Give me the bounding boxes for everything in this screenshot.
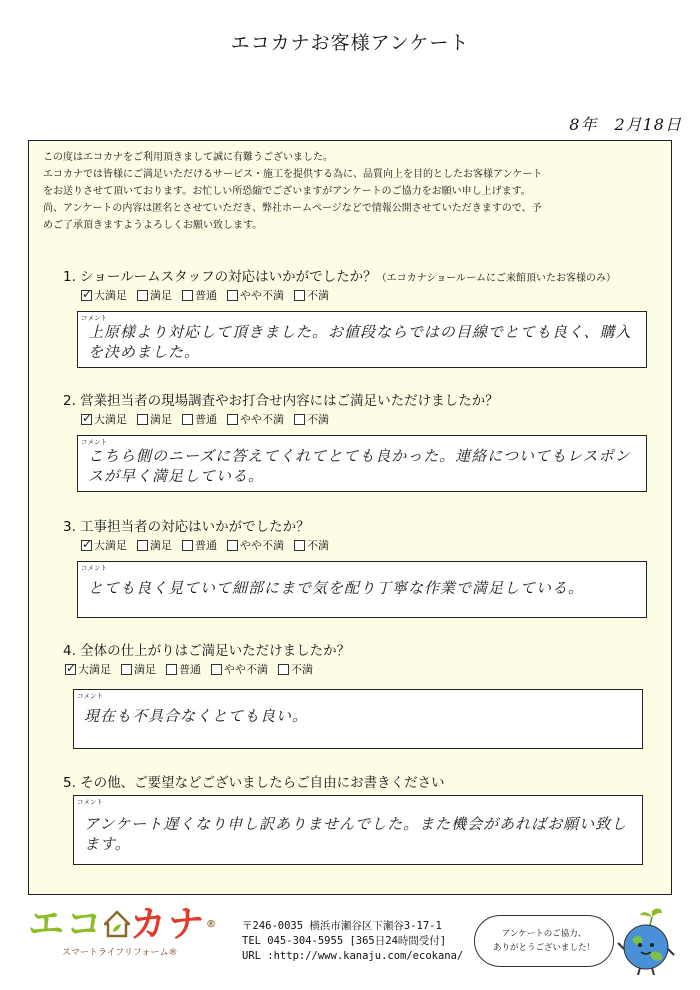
- question-text: 5. その他、ご要望などございましたらご自由にお書きください: [63, 775, 445, 791]
- checkbox[interactable]: [137, 414, 148, 425]
- question-title: [63, 389, 499, 409]
- question-note: （エコカナショールームにご来館頂いたお客様のみ）: [376, 273, 617, 284]
- house-icon: [104, 910, 130, 938]
- option-somewhat-dissatisfied[interactable]: [227, 287, 284, 303]
- comment-box[interactable]: [73, 795, 643, 865]
- comment-box[interactable]: [73, 689, 643, 749]
- checkbox[interactable]: [278, 664, 289, 675]
- intro-line: をお送りさせて頂いております。お忙しい所恐縮でございますがアンケートのご協力をお願い申し上げます。: [43, 186, 531, 197]
- option-label: 不満: [307, 539, 329, 552]
- survey-form: [28, 140, 672, 895]
- registered-mark: ®: [206, 919, 219, 930]
- option-very-satisfied[interactable]: [65, 661, 111, 677]
- question-title: [63, 771, 445, 791]
- checkbox-checked[interactable]: [81, 414, 92, 425]
- handwritten-date: 8年 2月18日: [569, 115, 682, 134]
- thanks-bubble: [474, 909, 674, 979]
- option-label: 普通: [195, 289, 217, 302]
- checkbox[interactable]: [137, 290, 148, 301]
- footer: [0, 905, 700, 990]
- checkbox[interactable]: [211, 664, 222, 675]
- option-label: 満足: [134, 663, 156, 676]
- question-title: [63, 639, 350, 659]
- option-dissatisfied[interactable]: [294, 287, 329, 303]
- option-label: やや不満: [240, 539, 284, 552]
- checkbox-checked[interactable]: [81, 290, 92, 301]
- option-label: 満足: [150, 413, 172, 426]
- checkbox[interactable]: [227, 290, 238, 301]
- intro-line: 尚、アンケートの内容は匿名とさせていただき、弊社ホームページなどで情報公開させていただきますので、予: [43, 203, 542, 214]
- option-very-satisfied[interactable]: [81, 287, 127, 303]
- checkbox[interactable]: [294, 414, 305, 425]
- question-5: [29, 771, 671, 893]
- address-line: 〒246-0035 横浜市瀬谷区下瀬谷3-17-1: [242, 920, 442, 932]
- option-label: 大満足: [94, 289, 127, 302]
- handwritten-comment: アンケート遅くなり申し訳ありませんでした。また機会があればお願い致します。: [84, 815, 628, 853]
- option-satisfied[interactable]: [137, 287, 172, 303]
- option-label: 満足: [150, 539, 172, 552]
- option-satisfied[interactable]: [121, 661, 156, 677]
- option-neutral[interactable]: [182, 411, 217, 427]
- option-label: やや不満: [240, 413, 284, 426]
- handwritten-comment: こちら側のニーズに答えてくれてとても良かった。連絡についてもレスポンスが早く満足している。: [88, 447, 631, 485]
- option-label: 大満足: [94, 539, 127, 552]
- comment-box[interactable]: [77, 311, 647, 368]
- option-very-satisfied[interactable]: [81, 411, 127, 427]
- question-title: [63, 265, 616, 285]
- option-label: 満足: [150, 289, 172, 302]
- comment-label: コメント: [77, 692, 103, 700]
- option-label: 大満足: [94, 413, 127, 426]
- checkbox[interactable]: [294, 290, 305, 301]
- question-text: 3. 工事担当者の対応はいかがでしたか？: [63, 519, 310, 535]
- checkbox[interactable]: [227, 414, 238, 425]
- rating-options: [65, 661, 313, 677]
- intro-text: [43, 149, 663, 234]
- option-label: 普通: [195, 413, 217, 426]
- comment-box[interactable]: [77, 561, 647, 618]
- option-label: 不満: [307, 289, 329, 302]
- phone-line: TEL 045-304-5955 [365日24時間受付]: [242, 935, 447, 947]
- question-2: [29, 389, 671, 511]
- handwritten-comment: 現在も不具合なくとても良い。: [84, 707, 309, 725]
- comment-label: コメント: [81, 564, 107, 572]
- option-very-satisfied[interactable]: [81, 537, 127, 553]
- option-satisfied[interactable]: [137, 411, 172, 427]
- question-text: 1. ショールームスタッフの対応はいかがでしたか？: [63, 269, 377, 285]
- option-label: 不満: [291, 663, 313, 676]
- checkbox[interactable]: [227, 540, 238, 551]
- option-label: 普通: [195, 539, 217, 552]
- checkbox[interactable]: [121, 664, 132, 675]
- checkbox-checked[interactable]: [65, 664, 76, 675]
- option-label: やや不満: [240, 289, 284, 302]
- option-neutral[interactable]: [182, 537, 217, 553]
- comment-label: コメント: [77, 798, 103, 806]
- logo-subtitle: スマートライフリフォーム®: [62, 948, 178, 958]
- option-label: 不満: [307, 413, 329, 426]
- option-somewhat-dissatisfied[interactable]: [227, 411, 284, 427]
- handwritten-comment: とても良く見ていて細部にまで気を配り丁寧な作業で満足している。: [88, 579, 585, 597]
- option-satisfied[interactable]: [137, 537, 172, 553]
- question-3: [29, 515, 671, 637]
- comment-label: コメント: [81, 438, 107, 446]
- url-line: URL :http://www.kanaju.com/ecokana/: [242, 950, 464, 962]
- bubble-line: ありがとうございました！: [492, 943, 595, 953]
- logo-text-kana: カナ: [130, 904, 207, 945]
- checkbox[interactable]: [182, 290, 193, 301]
- handwritten-comment: 上原様より対応して頂きました。お値段ならではの目線でとても良く、購入を決めました。: [88, 323, 632, 361]
- option-dissatisfied[interactable]: [294, 537, 329, 553]
- question-text: 2. 営業担当者の現場調査やお打合せ内容にはご満足いただけましたか？: [63, 393, 499, 409]
- comment-label: コメント: [81, 314, 107, 322]
- checkbox-checked[interactable]: [81, 540, 92, 551]
- checkbox[interactable]: [182, 414, 193, 425]
- intro-line: めご了承頂きますようよろしくお願い致します。: [43, 220, 263, 231]
- checkbox[interactable]: [137, 540, 148, 551]
- question-text: 4. 全体の仕上がりはご満足いただけましたか？: [63, 643, 351, 659]
- checkbox[interactable]: [182, 540, 193, 551]
- earth-mascot-icon: [612, 905, 676, 979]
- rating-options: [81, 411, 329, 427]
- option-label: やや不満: [224, 663, 268, 676]
- checkbox[interactable]: [294, 540, 305, 551]
- option-dissatisfied[interactable]: [294, 411, 329, 427]
- option-somewhat-dissatisfied[interactable]: [227, 537, 284, 553]
- option-somewhat-dissatisfied[interactable]: [211, 661, 268, 677]
- intro-line: この度はエコカナをご利用頂きまして誠に有難うございました。: [43, 152, 333, 163]
- company-address: [242, 919, 463, 964]
- speech-bubble: [474, 915, 614, 967]
- option-label: 大満足: [78, 663, 111, 676]
- rating-options: [81, 537, 329, 553]
- intro-line: エコカナでは皆様にご満足いただけるサービス・施工を提供する為に、品質向上を目的としたお客様アンケート: [43, 169, 543, 180]
- question-title: [63, 515, 310, 535]
- question-4: [29, 639, 671, 761]
- checkbox[interactable]: [166, 664, 177, 675]
- option-neutral[interactable]: [166, 661, 201, 677]
- page-title: エコカナお客様アンケート: [230, 32, 470, 54]
- bubble-line: アンケートのご協力、: [501, 929, 587, 939]
- comment-box[interactable]: [77, 435, 647, 492]
- option-dissatisfied[interactable]: [278, 661, 313, 677]
- logo-text-eco: エコ: [28, 904, 105, 945]
- option-neutral[interactable]: [182, 287, 217, 303]
- ecokana-logo: [28, 905, 218, 945]
- option-label: 普通: [179, 663, 201, 676]
- question-1: [29, 265, 671, 387]
- rating-options: [81, 287, 329, 303]
